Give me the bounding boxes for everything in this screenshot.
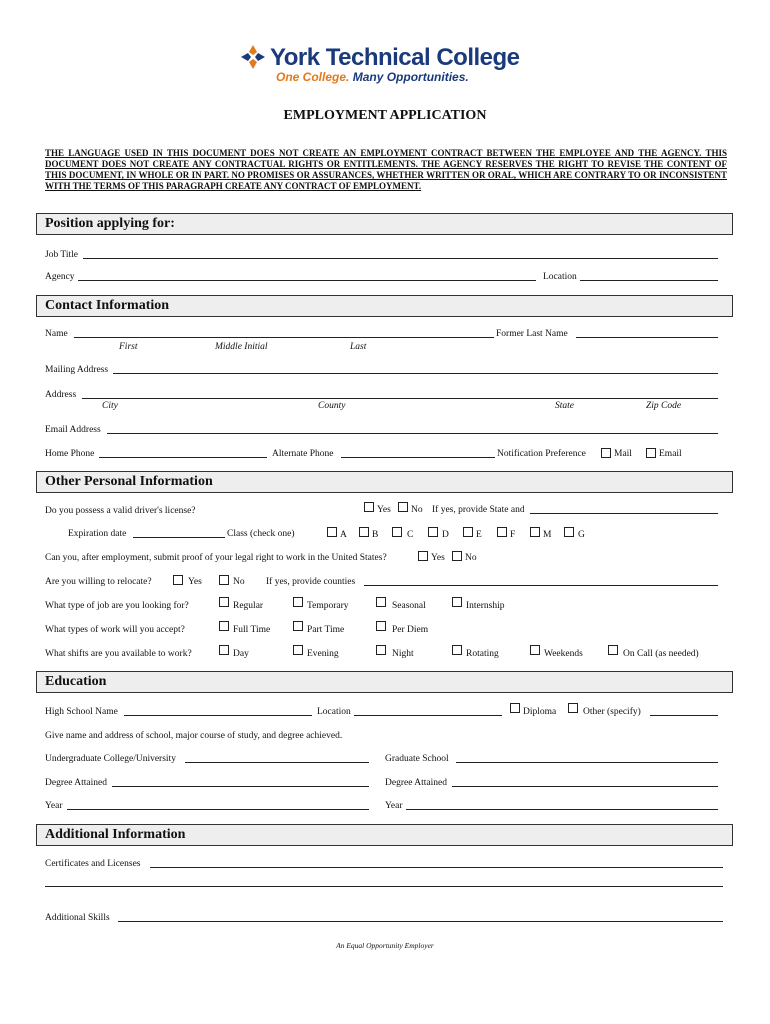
class-g-label: G: [578, 530, 585, 540]
county-sublabel: County: [318, 401, 346, 411]
section-position: Position applying for:: [36, 213, 733, 235]
shift-evening-label: Evening: [307, 649, 339, 659]
class-g-checkbox[interactable]: [564, 527, 574, 537]
job-regular-label: Regular: [233, 601, 264, 611]
relocate-yes-checkbox[interactable]: [173, 575, 183, 585]
undergrad-label: Undergraduate College/University: [45, 754, 176, 764]
location-field[interactable]: [580, 280, 718, 281]
additional-skills-label: Additional Skills: [45, 913, 110, 923]
shift-day-checkbox[interactable]: [219, 645, 229, 655]
undergrad-year-field[interactable]: [67, 809, 369, 810]
mail-checkbox[interactable]: [601, 448, 611, 458]
shift-night-label: Night: [392, 649, 414, 659]
shift-weekends-checkbox[interactable]: [530, 645, 540, 655]
email-checkbox[interactable]: [646, 448, 656, 458]
relocate-question: Are you willing to relocate?: [45, 577, 152, 587]
education-instructions: Give name and address of school, major course of study, and degree achieved.: [45, 731, 343, 741]
class-d-label: D: [442, 530, 449, 540]
class-c-label: C: [407, 530, 414, 540]
middle-initial-sublabel: Middle Initial: [215, 342, 268, 352]
work-full-time-label: Full Time: [233, 625, 271, 635]
other-specify-label: Other (specify): [583, 707, 641, 717]
class-a-label: A: [340, 530, 347, 540]
graduate-degree-label: Degree Attained: [385, 778, 447, 788]
alternate-phone-label: Alternate Phone: [272, 449, 334, 459]
certificates-field-line-2[interactable]: [45, 886, 723, 887]
other-specify-field[interactable]: [650, 715, 718, 716]
section-additional: Additional Information: [36, 824, 733, 846]
shift-on-call-label: On Call (as needed): [623, 649, 699, 659]
location-label: Location: [543, 272, 577, 282]
class-m-label: M: [543, 530, 552, 540]
proof-no-checkbox[interactable]: [452, 551, 462, 561]
class-a-checkbox[interactable]: [327, 527, 337, 537]
notification-preference-label: Notification Preference: [497, 449, 586, 459]
certificates-label: Certificates and Licenses: [45, 859, 141, 869]
work-part-time-checkbox[interactable]: [293, 621, 303, 631]
section-contact: Contact Information: [36, 295, 733, 317]
job-title-label: Job Title: [45, 250, 79, 260]
expiration-date-label: Expiration date: [68, 529, 127, 539]
legal-proof-question: Can you, after employment, submit proof of your legal right to work in the United States?: [45, 553, 387, 563]
work-part-time-label: Part Time: [307, 625, 345, 635]
address-label: Address: [45, 390, 77, 400]
other-specify-checkbox[interactable]: [568, 703, 578, 713]
class-b-checkbox[interactable]: [359, 527, 369, 537]
shift-night-checkbox[interactable]: [376, 645, 386, 655]
job-temporary-label: Temporary: [307, 601, 349, 611]
drivers-license-question: Do you possess a valid driver's license?: [45, 506, 196, 516]
relocate-no-label: No: [233, 577, 245, 587]
diploma-checkbox[interactable]: [510, 703, 520, 713]
undergrad-degree-label: Degree Attained: [45, 778, 107, 788]
home-phone-field[interactable]: [99, 457, 267, 458]
name-label: Name: [45, 329, 68, 339]
name-field[interactable]: [74, 337, 494, 338]
agency-label: Agency: [45, 272, 75, 282]
home-phone-label: Home Phone: [45, 449, 95, 459]
work-types-question: What types of work will you accept?: [45, 625, 185, 635]
section-personal: Other Personal Information: [36, 471, 733, 493]
page-title: EMPLOYMENT APPLICATION: [283, 108, 487, 123]
mailing-address-label: Mailing Address: [45, 365, 109, 375]
additional-skills-field[interactable]: [118, 921, 723, 922]
work-per-diem-checkbox[interactable]: [376, 621, 386, 631]
class-f-checkbox[interactable]: [497, 527, 507, 537]
class-f-label: F: [510, 530, 516, 540]
license-yes-checkbox[interactable]: [364, 502, 374, 512]
mail-label: Mail: [614, 449, 632, 459]
work-per-diem-label: Per Diem: [392, 625, 429, 635]
college-tagline: One College. Many Opportunities.: [276, 70, 469, 84]
provide-state-label: If yes, provide State and: [432, 505, 525, 515]
job-temporary-checkbox[interactable]: [293, 597, 303, 607]
job-regular-checkbox[interactable]: [219, 597, 229, 607]
shift-rotating-label: Rotating: [466, 649, 499, 659]
license-yes-label: Yes: [377, 505, 391, 515]
shift-on-call-checkbox[interactable]: [608, 645, 618, 655]
job-internship-checkbox[interactable]: [452, 597, 462, 607]
shift-day-label: Day: [233, 649, 249, 659]
shift-rotating-checkbox[interactable]: [452, 645, 462, 655]
class-c-checkbox[interactable]: [392, 527, 402, 537]
certificates-field[interactable]: [150, 867, 723, 868]
license-no-checkbox[interactable]: [398, 502, 408, 512]
license-no-label: No: [411, 505, 423, 515]
job-type-question: What type of job are you looking for?: [45, 601, 189, 611]
job-title-field[interactable]: [83, 258, 718, 259]
undergrad-year-label: Year: [45, 801, 63, 811]
license-state-field[interactable]: [530, 513, 718, 514]
graduate-degree-field[interactable]: [452, 786, 718, 787]
diploma-label: Diploma: [523, 707, 557, 717]
job-seasonal-checkbox[interactable]: [376, 597, 386, 607]
disclaimer: THE LANGUAGE USED IN THIS DOCUMENT DOES NOT CREATE AN EMPLOYMENT CONTRACT BETWEEN THE EMPLOYEE AND THE AGENCY. THIS DOCUMENT DOES NOT CREATE ANY CONTRACTUAL RIGHTS OR ENTITLEMENTS. THE AGENCY RESERVES THE RIGHT TO REVISE THE CONTENT OF THIS DOCUMENT, IN WHOLE OR IN PART. NO PROMISES OR ASSURANCES, WHETHER WRITTEN OR ORAL, WHICH ARE CONTRARY TO OR INCONSISTENT WITH THE TERMS OF THIS PARAGRAPH CREATE ANY CONTRACT OF EMPLOYMENT.: [45, 148, 727, 191]
class-label: Class (check one): [227, 529, 295, 539]
former-last-name-field[interactable]: [576, 337, 718, 338]
email-address-field[interactable]: [107, 433, 718, 434]
high-school-location-label: Location: [317, 707, 351, 717]
graduate-school-label: Graduate School: [385, 754, 449, 764]
last-sublabel: Last: [350, 342, 367, 352]
relocate-yes-label: Yes: [188, 577, 202, 587]
class-e-checkbox[interactable]: [463, 527, 473, 537]
work-full-time-checkbox[interactable]: [219, 621, 229, 631]
high-school-location-field[interactable]: [354, 715, 502, 716]
proof-yes-label: Yes: [431, 553, 445, 563]
provide-counties-label: If yes, provide counties: [266, 577, 356, 587]
expiration-date-field[interactable]: [133, 537, 225, 538]
zip-code-sublabel: Zip Code: [646, 401, 682, 411]
first-sublabel: First: [119, 342, 138, 352]
state-sublabel: State: [555, 401, 574, 411]
email-label: Email: [659, 449, 682, 459]
address-field[interactable]: [82, 398, 718, 399]
undergrad-degree-field[interactable]: [112, 786, 369, 787]
class-m-checkbox[interactable]: [530, 527, 540, 537]
undergrad-field[interactable]: [185, 762, 369, 763]
college-name: York Technical College: [270, 44, 520, 71]
email-address-label: Email Address: [45, 425, 101, 435]
shift-evening-checkbox[interactable]: [293, 645, 303, 655]
york-tech-logo-icon: [240, 44, 266, 70]
high-school-name-field[interactable]: [124, 715, 312, 716]
class-d-checkbox[interactable]: [428, 527, 438, 537]
shifts-question: What shifts are you available to work?: [45, 649, 192, 659]
graduate-school-field[interactable]: [456, 762, 718, 763]
class-e-label: E: [476, 530, 482, 540]
class-b-label: B: [372, 530, 379, 540]
counties-field[interactable]: [364, 585, 718, 586]
proof-yes-checkbox[interactable]: [418, 551, 428, 561]
graduate-year-field[interactable]: [406, 809, 718, 810]
alternate-phone-field[interactable]: [341, 457, 495, 458]
mailing-address-field[interactable]: [113, 373, 718, 374]
proof-no-label: No: [465, 553, 477, 563]
shift-weekends-label: Weekends: [544, 649, 583, 659]
job-seasonal-label: Seasonal: [392, 601, 426, 611]
high-school-name-label: High School Name: [45, 707, 118, 717]
former-last-name-label: Former Last Name: [496, 329, 568, 339]
agency-field[interactable]: [78, 280, 536, 281]
graduate-year-label: Year: [385, 801, 403, 811]
footer-eoe: An Equal Opportunity Employer: [336, 941, 434, 950]
section-education: Education: [36, 671, 733, 693]
city-sublabel: City: [102, 401, 118, 411]
relocate-no-checkbox[interactable]: [219, 575, 229, 585]
job-internship-label: Internship: [466, 601, 505, 611]
